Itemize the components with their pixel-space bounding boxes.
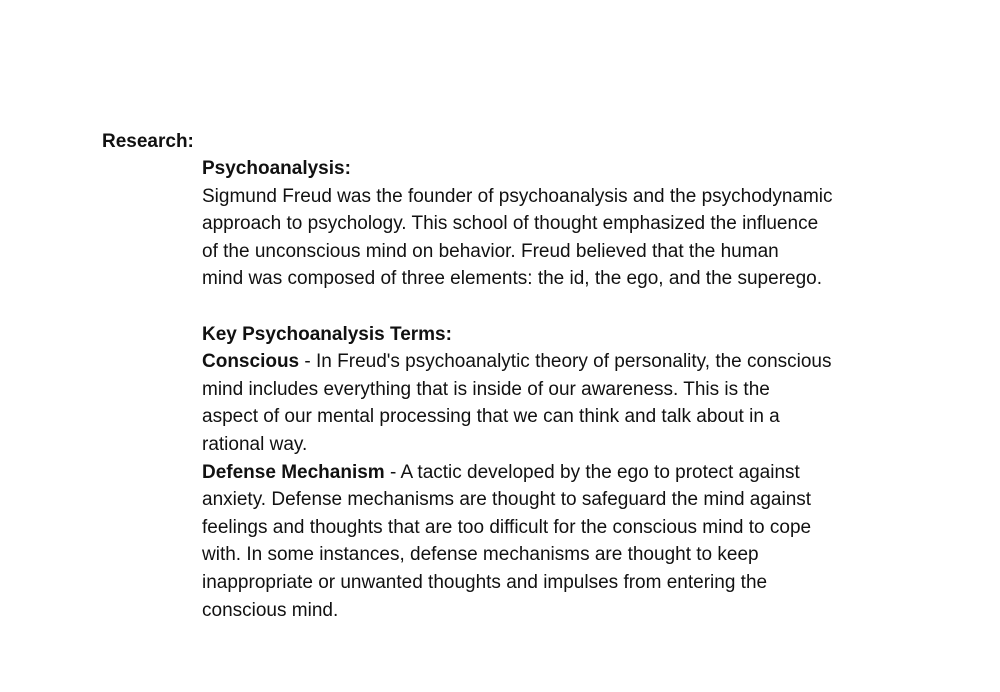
paragraph-line: anxiety. Defense mechanisms are thought to safeguard the mind against (202, 489, 812, 511)
psychoanalysis-paragraph (202, 183, 912, 293)
paragraph-line: aspect of our mental processing that we can think and talk about in a (202, 406, 780, 428)
key-terms-heading: Key Psychoanalysis Terms: (202, 323, 452, 345)
term-defense-mechanism-label: Defense Mechanism (202, 461, 385, 483)
paragraph-line: mind includes everything that is inside of our awareness. This is the (202, 378, 770, 400)
term-defense-mechanism (202, 459, 912, 625)
paragraph-line: approach to psychology. This school of thought emphasized the influence (202, 213, 819, 235)
term-defense-mechanism-definition-start: - A tactic developed by the ego to protect against (384, 461, 800, 483)
content-block (202, 155, 912, 624)
paragraph-line: rational way. (202, 433, 308, 455)
paragraph-line: Sigmund Freud was the founder of psychoanalysis and the psychodynamic (202, 185, 833, 207)
paragraph-line: of the unconscious mind on behavior. Freud believed that the human (202, 240, 779, 262)
paragraph-line: conscious mind. (202, 599, 339, 621)
paragraph-line: inappropriate or unwanted thoughts and impulses from entering the (202, 571, 768, 593)
term-conscious (202, 348, 912, 458)
research-label: Research: (102, 131, 194, 152)
paragraph-line: feelings and thoughts that are too difficult for the conscious mind to cope (202, 516, 812, 538)
term-conscious-label: Conscious (202, 351, 300, 373)
paragraph-line: mind was composed of three elements: the id, the ego, and the superego. (202, 268, 822, 290)
section-spacer (202, 293, 912, 321)
term-first-line (202, 459, 912, 487)
term-conscious-definition-start: - In Freud's psychoanalytic theory of personality, the conscious (299, 351, 832, 373)
psychoanalysis-heading: Psychoanalysis: (202, 158, 351, 179)
paragraph-line: with. In some instances, defense mechanisms are thought to keep (202, 544, 759, 566)
term-first-line (202, 348, 912, 376)
